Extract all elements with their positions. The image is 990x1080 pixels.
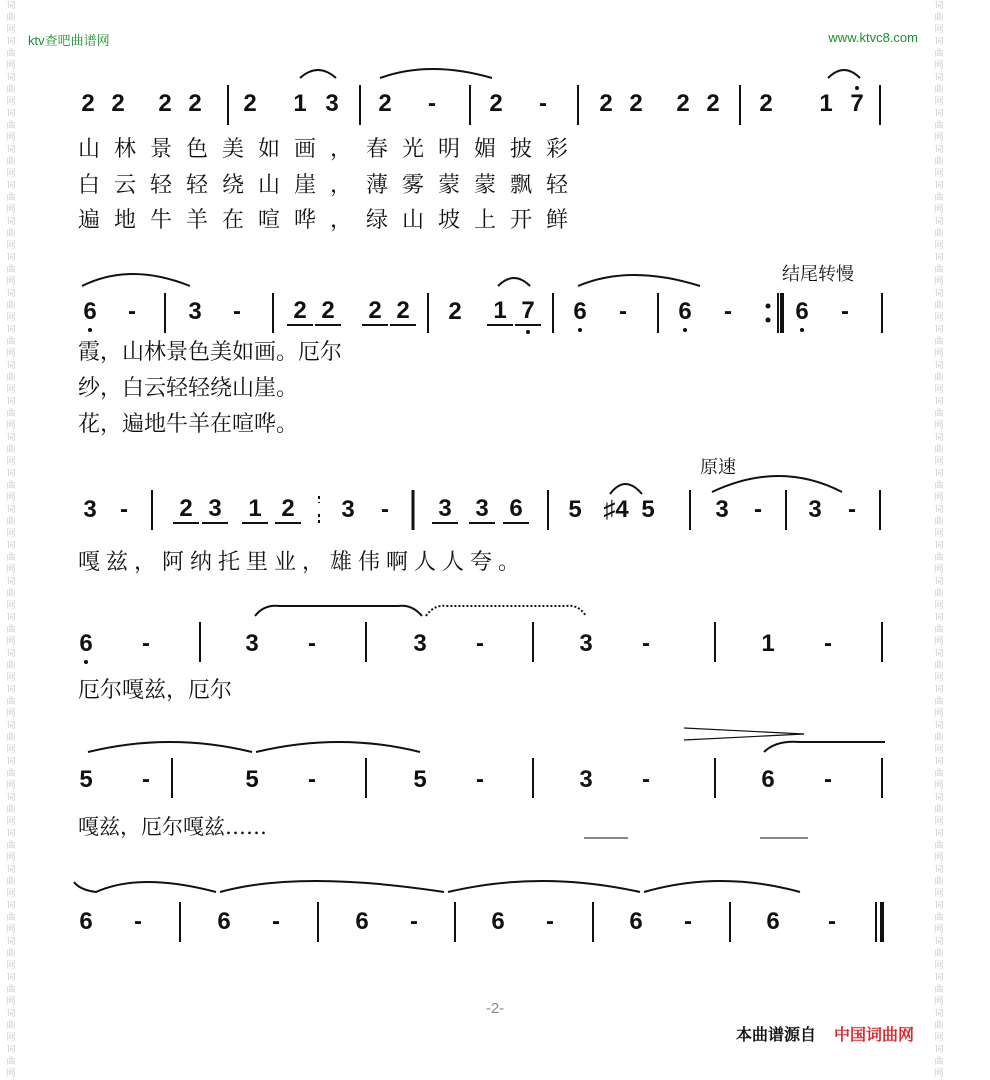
note: 6	[789, 298, 815, 326]
note: -	[142, 766, 150, 793]
lyric-line: 遍地牛羊在喧哗，绿山坡上开鲜	[78, 208, 583, 233]
note: 1	[819, 90, 833, 117]
note: 3	[202, 496, 228, 524]
note: 6	[629, 908, 643, 935]
score-row-2	[0, 258, 950, 448]
lyric-line: 嘎兹，厄尔嘎兹……	[78, 815, 267, 839]
note: 2	[706, 90, 720, 117]
header-site-url: www.ktvc8.com	[828, 30, 918, 45]
note: 3	[83, 496, 97, 523]
note: 2	[111, 90, 125, 117]
note: 2	[676, 90, 690, 117]
note: -	[428, 90, 436, 117]
note: 5	[413, 766, 427, 793]
note: -	[476, 766, 484, 793]
source-credit	[736, 1022, 914, 1045]
note: -	[684, 908, 692, 935]
note: 1	[487, 298, 513, 326]
note: 2	[287, 298, 313, 326]
note: 1	[761, 630, 775, 657]
note: 3	[579, 630, 593, 657]
note: -	[848, 496, 856, 523]
note: 3	[188, 298, 202, 325]
note: 6	[766, 908, 780, 935]
lyric-line: 纱，白云轻轻绕山崖。	[78, 376, 299, 401]
note: 2	[489, 90, 503, 117]
left-margin-watermark: 词曲网词曲网词曲网词曲网词曲网词曲网词曲网词曲网词曲网词曲网词曲网词曲网词曲网词曲网词曲网词曲网词曲网词曲网词曲网词曲网词曲网词曲网词曲网词曲网词曲网词曲网词曲网词曲网词曲网词曲网	[6, 1, 16, 1079]
note: 2	[173, 496, 199, 524]
score-row-5	[0, 720, 950, 850]
score-row-4	[0, 592, 950, 712]
note: 6	[491, 908, 505, 935]
note: 2	[158, 90, 172, 117]
note: 2	[243, 90, 257, 117]
note: 2	[315, 298, 341, 326]
note: 2	[390, 298, 416, 326]
note: -	[272, 908, 280, 935]
score-row-6	[0, 860, 950, 960]
note: -	[724, 298, 732, 325]
note: 7	[515, 298, 541, 326]
note: 3	[579, 766, 593, 793]
note: 6	[355, 908, 369, 935]
note: -	[546, 908, 554, 935]
note: 7	[844, 90, 870, 118]
lyric-line: 山林景色美如画，春光明媚披彩	[78, 137, 583, 162]
note: -	[308, 766, 316, 793]
lyric-line: 花，遍地牛羊在喧哗。	[78, 412, 299, 437]
note: 5	[641, 496, 655, 523]
note: 3	[715, 496, 729, 523]
note: 1	[242, 496, 268, 524]
note: 6	[567, 298, 593, 326]
note: 2	[378, 90, 392, 117]
note: -	[128, 298, 136, 325]
right-margin-watermark: 词曲网词曲网词曲网词曲网词曲网词曲网词曲网词曲网词曲网词曲网词曲网词曲网词曲网词曲网词曲网词曲网词曲网词曲网词曲网词曲网词曲网词曲网词曲网词曲网词曲网词曲网词曲网词曲网词曲网词曲网	[934, 1, 944, 1079]
note: -	[233, 298, 241, 325]
note: 6	[217, 908, 231, 935]
note: 2	[275, 496, 301, 524]
note: -	[142, 630, 150, 657]
note: 2	[188, 90, 202, 117]
note: 2	[599, 90, 613, 117]
note: 5	[568, 496, 582, 523]
note: 3	[808, 496, 822, 523]
lyric-line: 厄尔嘎兹，厄尔	[78, 678, 233, 703]
tempo-marking: 结尾转慢	[782, 264, 854, 285]
tempo-marking: 原速	[700, 457, 736, 478]
score-row-3	[0, 448, 950, 588]
page-number: -2-	[485, 1000, 505, 1017]
note: 5	[245, 766, 259, 793]
note: -	[381, 496, 389, 523]
note: -	[841, 298, 849, 325]
note: 6	[79, 908, 93, 935]
note: -	[754, 496, 762, 523]
note: 3	[325, 90, 339, 117]
lyric-line: 白云轻轻绕山崖，薄雾蒙蒙飘轻	[78, 173, 583, 198]
note: -	[410, 908, 418, 935]
header-site-name: ktv查吧曲谱网	[28, 33, 110, 48]
note: 2	[629, 90, 643, 117]
note: 2	[81, 90, 95, 117]
note: 6	[503, 496, 529, 524]
note: -	[134, 908, 142, 935]
note: 2	[759, 90, 773, 117]
note: 3	[341, 496, 355, 523]
note: 3	[413, 630, 427, 657]
note: -	[619, 298, 627, 325]
note: 3	[432, 496, 458, 524]
note: -	[828, 908, 836, 935]
note: -	[824, 630, 832, 657]
lyric-line: 嘎兹，阿纳托里业，雄伟啊人人夸。	[78, 550, 527, 575]
note: -	[642, 766, 650, 793]
note: 5	[79, 766, 93, 793]
note: -	[308, 630, 316, 657]
note-sharp: ♯4	[603, 496, 629, 523]
note: 6	[672, 298, 698, 326]
note: 2	[362, 298, 388, 326]
note: 3	[245, 630, 259, 657]
note: -	[476, 630, 484, 657]
note: 6	[73, 630, 99, 658]
source-label: 本曲谱源自	[735, 1025, 816, 1044]
lyric-line: 霞，山林景色美如画。厄尔	[78, 340, 343, 365]
source-site-link[interactable]: 中国词曲网	[833, 1025, 914, 1044]
note: -	[120, 496, 128, 523]
note: 6	[761, 766, 775, 793]
note: 3	[469, 496, 495, 524]
note: 1	[293, 90, 307, 117]
note: 2	[448, 298, 462, 325]
note: 6	[77, 298, 103, 326]
note: -	[539, 90, 547, 117]
score-row-1	[0, 60, 950, 250]
note: -	[642, 630, 650, 657]
note: -	[824, 766, 832, 793]
